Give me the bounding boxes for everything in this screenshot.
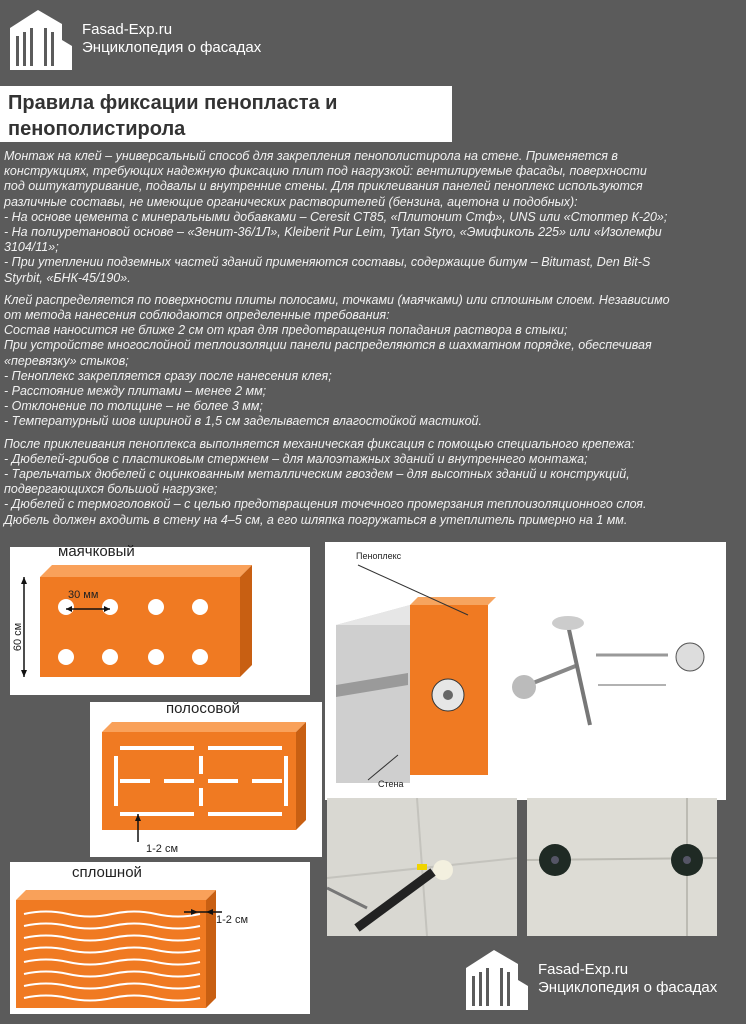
installation-photo-drawing (327, 798, 517, 936)
text-line: Styrbit, «БНК-45/190». (4, 270, 131, 285)
text-line: - Дюбелей-грибов с пластиковым стержнем – для малоэтажных зданий и внутреннего монтажа; (4, 451, 588, 466)
text-line: Монтаж на клей – универсальный способ для закрепления пенополистирола на стене. Применяется в (4, 149, 618, 163)
text-line: от метода нанесения соблюдаются определенные требования: (4, 308, 390, 323)
text-line: под оштукатуривание, подвалы и внутренние стены. Для приклеивания панелей пеноплекс используются (4, 179, 643, 194)
section-foam-label: Пеноплекс (356, 551, 402, 561)
solid-method-illustration (10, 862, 310, 1014)
dots-method-illustration (10, 543, 310, 695)
text-line: «перевязку» стыков; (4, 353, 129, 368)
text-line: Состав наносится не ближе 2 см от края для предотвращения попадания раствора в стыки; (4, 323, 568, 338)
site-name: Fasad-Exp.ru (82, 21, 173, 38)
site-logo[interactable] (8, 6, 261, 72)
text-line: - Отклонение по толщине – не более 3 мм; (4, 399, 263, 414)
building-logo-icon (8, 6, 74, 72)
strips-gap-label: 1-2 см (146, 843, 179, 855)
text-line: 3104/11»; (4, 240, 59, 255)
solid-label: сплошной (72, 864, 142, 881)
text-line: - На полиуретановой основе – «Зенит-36/1Л», Kleiberit Pur Leim, Tytan Styro, «Эмификоль 225» или «Изолемфи (4, 225, 662, 240)
site-tagline: Энциклопедия о фасадах (538, 979, 718, 996)
dots-spacing-label: 30 мм (68, 589, 99, 601)
text-line: - При утеплении подземных частей зданий применяются составы, содержащие битум – Bitumast, Den Bit-S (4, 255, 651, 270)
dots-board-drawing (10, 547, 310, 695)
text-line: - Дюбелей с термоголовкой – с целью предотвращения точечного промерзания теплоизоляционного слоя. (4, 497, 647, 512)
solid-board-drawing (10, 862, 310, 1014)
text-line: - Тарельчатых дюбелей с оцинкованным металлическим гвоздем – для высотных зданий и конструкций, (4, 467, 630, 482)
installed-dowels-photo (527, 798, 717, 936)
text-line: конструкциях, требующих надежную фиксацию плит под нагрузкой: вентилируемые фасады, поверхности (4, 164, 647, 179)
text-line: - Расстояние между плитами – менее 2 мм; (4, 384, 267, 399)
text-line: Дюбель должен входить в стену на 4–5 см, а его шляпка погружаться в утеплитель примерно на 1 мм. (4, 512, 628, 527)
dowel-section-diagram (325, 542, 726, 800)
footer-logo[interactable] (464, 946, 717, 1012)
dowel-install-photo (327, 798, 517, 936)
strips-board-drawing (90, 702, 322, 857)
strips-method-illustration (90, 702, 322, 857)
section-wall-label: Стена (378, 779, 404, 789)
text-line: При устройстве многослойной теплоизоляции панели распределяются в шахматном порядке, обеспечивая (4, 338, 652, 353)
paragraph-3 (4, 437, 744, 528)
text-line: - На основе цемента с минеральными добавками – Ceresit CT85, «Плитонит Стф», UNS или «Стоптер К-20»; (4, 209, 668, 224)
building-logo-icon (464, 946, 530, 1012)
dots-label: маячковый (58, 543, 135, 560)
page-title: Правила фиксации пенопласта и пенополистирола (0, 86, 452, 142)
paragraph-2 (4, 293, 744, 430)
dots-height-label: 60 см (12, 622, 25, 652)
site-tagline: Энциклопедия о фасадах (82, 39, 262, 56)
solid-gap-label: 1-2 см (216, 914, 249, 926)
strips-label: полосовой (166, 700, 240, 717)
article-body (4, 149, 744, 535)
paragraph-1 (4, 149, 744, 286)
installed-dowels-drawing (527, 798, 717, 936)
text-line: После приклеивания пеноплекса выполняется механическая фиксация с помощью специального крепежа: (4, 436, 635, 451)
text-line: - Температурный шов шириной в 1,5 см заделывается влагостойкой мастикой. (4, 414, 482, 429)
text-line: - Пеноплекс закрепляется сразу после нанесения клея; (4, 368, 332, 383)
text-line: подвергающихся большой нагрузке; (4, 482, 218, 497)
text-line: Клей распределяется по поверхности плиты полосами, точками (маячками) или сплошным слоем. Независимо (4, 292, 670, 307)
section-drawing (328, 545, 723, 797)
text-line: различные составы, не имеющие органических растворителей (бензина, ацетона и подобных): (4, 194, 578, 209)
site-name: Fasad-Exp.ru (538, 961, 629, 978)
